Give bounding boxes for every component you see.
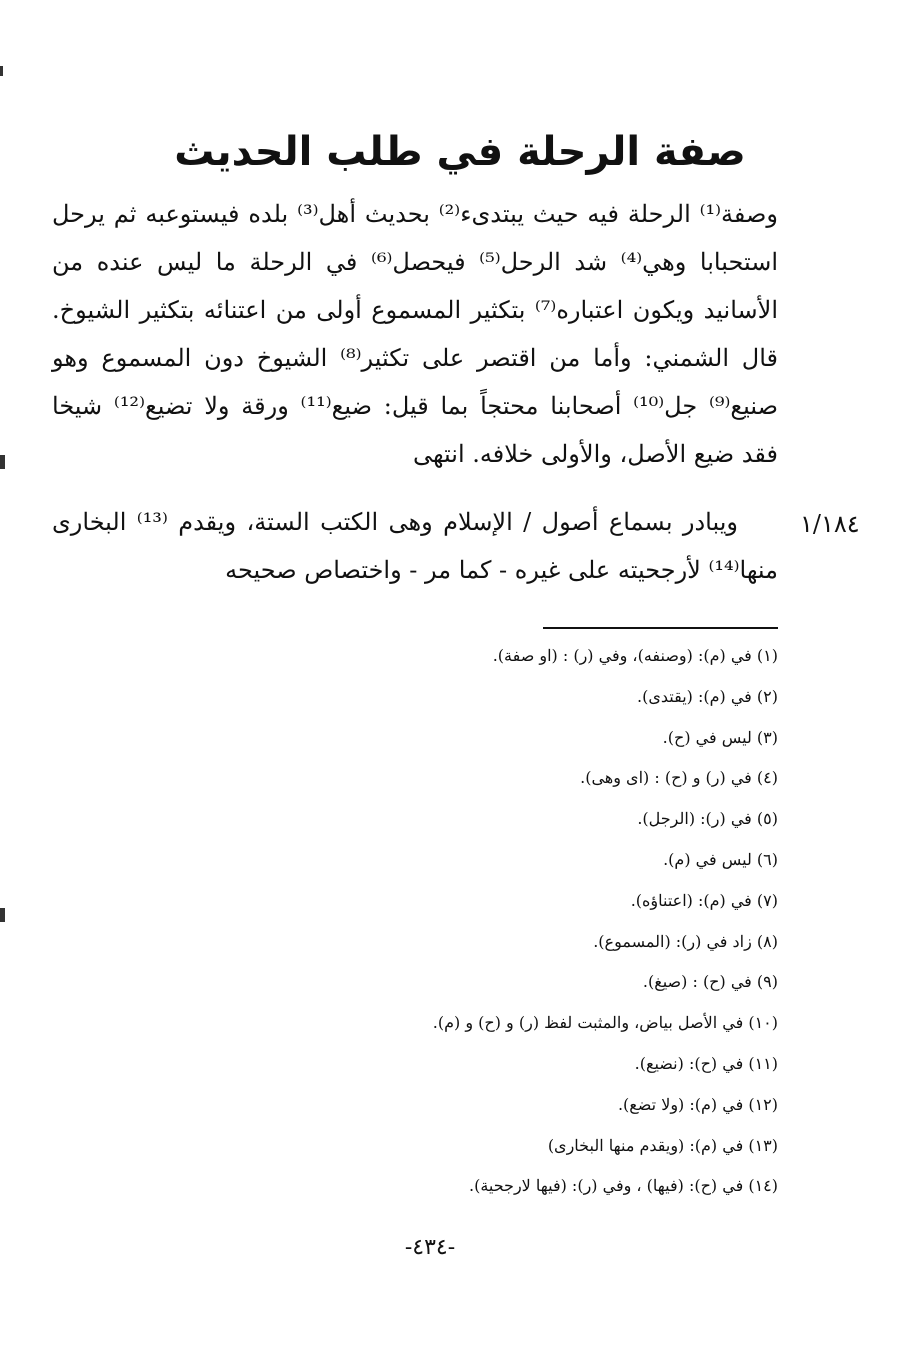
footnote: (٩) في (ح) : (صيغ). xyxy=(642,972,778,992)
footnotes-list xyxy=(150,636,778,1207)
footnote: (٧) في (م): (اعتناؤه). xyxy=(630,890,778,910)
footnote: (٣) ليس في (ح). xyxy=(662,727,778,747)
footnote-separator xyxy=(543,627,778,629)
margin-volume-page-reference: ١/١٨٤ xyxy=(800,510,860,538)
page-number: -٤٣٤- xyxy=(404,1235,456,1260)
body-paragraph-2: ويبادر بسماع أصول / الإسلام وهى الكتب الستة، ويقدم ⁽¹³⁾ البخارى منها⁽¹⁴⁾ لأرجحيته على غيره - كما مر - واختصاص صحيحه xyxy=(52,508,778,584)
footnote: (٦) ليس في (م). xyxy=(663,849,778,869)
footnote: (١٠) في الأصل بياض، والمثبت لفظ (ر) و (ح) و (م). xyxy=(432,1013,778,1033)
footnote: (٤) في (ر) و (ح) : (اى وهى). xyxy=(580,768,778,788)
footnote: (١٤) في (ح): (فيها) ، وفي (ر): (فيها لارجحية). xyxy=(468,1176,778,1196)
footnote: (٥) في (ر): (الرجل). xyxy=(637,809,778,829)
footnote: (١٣) في (م): (ويقدم منها البخارى) xyxy=(547,1135,778,1155)
scan-edge-mark xyxy=(0,455,5,469)
footnote: (١٢) في (م): (ولا تضع). xyxy=(617,1094,778,1114)
footnote: (١١) في (ح): (نضيع). xyxy=(634,1053,778,1073)
body-paragraph-1: وصفة⁽¹⁾ الرحلة فيه حيث يبتدىء⁽²⁾ بحديث أهل⁽³⁾ بلده فيستوعبه ثم يرحل استحبابا وهي⁽⁴⁾ شد الرحل⁽⁵⁾ فيحصل⁽⁶⁾ في الرحلة ما ليس عنده من الأسانيد ويكون اعتباره⁽⁷⁾ بتكثير المسموع أولى من اعتنائه بتكثير الشيوخ. قال الشمني: وأما من اقتصر على تكثير⁽⁸⁾ الشيوخ دون المسموع وهو صنيع⁽⁹⁾ جل⁽¹⁰⁾ أصحابنا محتجاً بما قيل: ضيع⁽¹¹⁾ ورقة ولا تضيع⁽¹²⁾ شيخا فقد ضيع الأصل، والأولى خلافه. انتهى xyxy=(52,200,779,468)
section-title: صفة الرحلة في طلب الحديث xyxy=(174,129,746,175)
footnote: (٨) زاد في (ر): (المسموع). xyxy=(593,931,778,951)
footnote: (٢) في (م): (يقتدى). xyxy=(637,686,778,706)
scan-edge-mark xyxy=(0,908,5,922)
scan-edge-mark xyxy=(0,66,3,76)
footnote: (١) في (م): (وصنفه)، وفي (ر) : (او صفة). xyxy=(492,646,778,665)
